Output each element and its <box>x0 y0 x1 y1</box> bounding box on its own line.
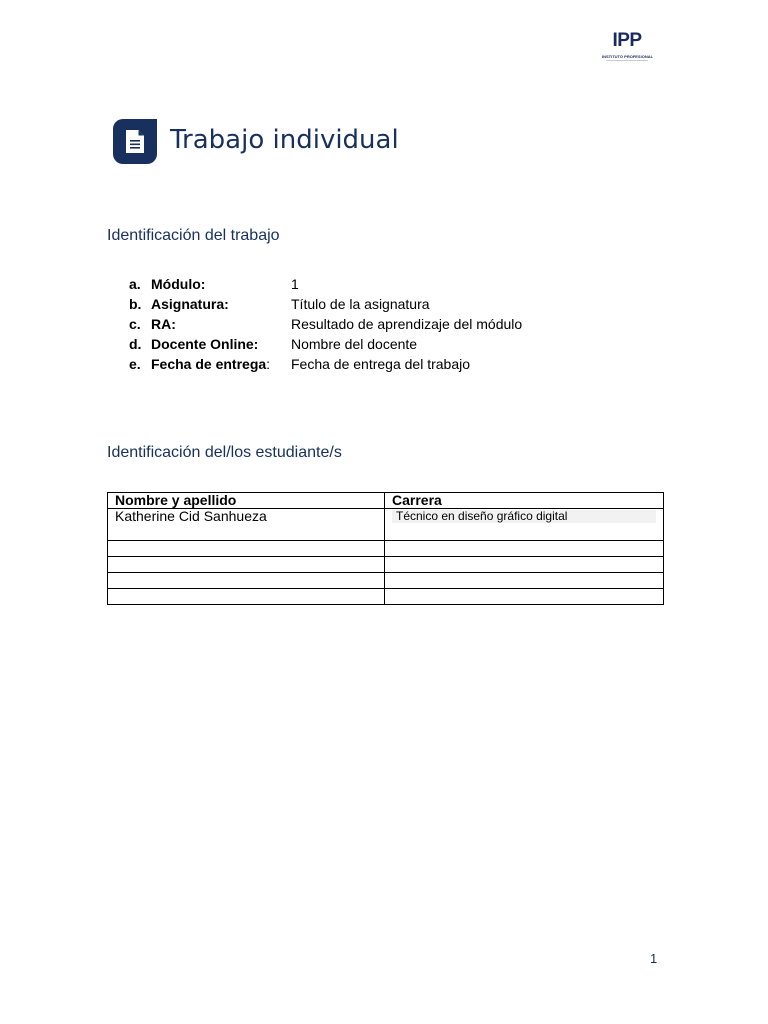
info-item-docente <box>129 336 629 356</box>
table-row <box>108 541 664 557</box>
info-item-modulo <box>129 276 629 296</box>
logo-divider <box>606 60 648 61</box>
work-identification-heading: Identificación del trabajo <box>107 227 280 244</box>
info-item-asignatura <box>129 296 629 316</box>
info-letter: d. <box>129 336 142 352</box>
page-title: Trabajo individual <box>170 125 399 155</box>
info-value: Resultado de aprendizaje del módulo <box>291 316 523 332</box>
logo-subtext: INSTITUTO PROFESIONAL <box>602 54 654 59</box>
info-value: Fecha de entrega del trabajo <box>291 356 471 372</box>
career-field[interactable]: Técnico en diseño gráfico digital <box>392 510 656 523</box>
student-career-cell[interactable] <box>385 541 664 557</box>
student-name-cell[interactable]: Katherine Cid Sanhueza <box>108 509 385 541</box>
student-name-cell[interactable] <box>108 573 385 589</box>
ipp-logo <box>602 30 652 62</box>
work-info-list <box>129 276 629 376</box>
info-label: Módulo: <box>151 276 206 292</box>
student-name-cell[interactable] <box>108 589 385 605</box>
info-item-fecha <box>129 356 629 376</box>
info-label: Docente Online: <box>151 336 259 352</box>
info-letter: e. <box>129 356 141 372</box>
info-letter: b. <box>129 296 142 312</box>
student-career-cell[interactable] <box>385 573 664 589</box>
column-header-career: Carrera <box>385 493 664 509</box>
page-number: 1 <box>650 951 658 966</box>
table-header-row <box>108 493 664 509</box>
table-row <box>108 557 664 573</box>
info-item-ra <box>129 316 629 336</box>
students-heading: Identificación del/los estudiante/s <box>107 444 342 461</box>
student-career-cell[interactable] <box>385 589 664 605</box>
student-career-cell[interactable] <box>385 557 664 573</box>
info-letter: a. <box>129 276 141 292</box>
info-value: Nombre del docente <box>291 336 418 352</box>
info-label: RA: <box>151 316 176 332</box>
document-icon <box>113 119 157 164</box>
student-name-cell[interactable] <box>108 557 385 573</box>
table-row <box>108 509 664 541</box>
students-table <box>107 492 664 605</box>
student-name-cell[interactable] <box>108 541 385 557</box>
info-value: 1 <box>291 276 299 292</box>
column-header-name: Nombre y apellido <box>108 493 385 509</box>
table-row <box>108 573 664 589</box>
document-icon-glyph <box>124 129 146 154</box>
table-row <box>108 589 664 605</box>
info-value: Título de la asignatura <box>291 296 430 312</box>
info-label: Fecha de entrega: <box>151 356 271 372</box>
info-label: Asignatura: <box>151 296 229 312</box>
logo-text: IPP <box>612 30 642 51</box>
info-letter: c. <box>129 316 141 332</box>
student-career-cell[interactable] <box>385 509 664 541</box>
